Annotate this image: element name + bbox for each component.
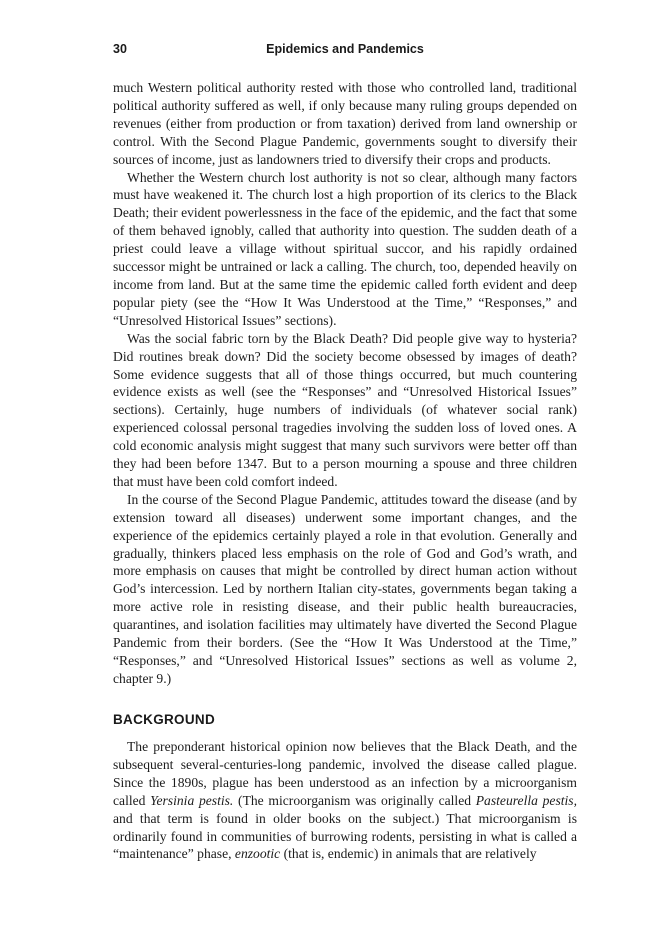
text-run: The preponderant historical opinion now believes that the Black Death, and the subsequent several-centuries-long pandemic, involved the disease called plague. Since the 1890s, plague has been understood as an infection by a microorganism called: [113, 739, 577, 808]
paragraph: much Western political authority rested with those who controlled land, traditional political authority suffered as well, if only because many ruling groups depended on revenues (either from production or from taxation) derived from land ownership or control. With the Second Plague Pandemic, governments sought to diversify their sources of income, just as landowners tried to diversify their crops and products.: [113, 80, 577, 167]
paragraph: [113, 738, 577, 863]
text-run: (The microorganism was originally called: [233, 792, 476, 808]
italic-term: enzootic: [234, 846, 281, 862]
text-run: (that is, endemic) in animals that are relatively: [280, 846, 537, 862]
running-title: Epidemics and Pandemics: [266, 42, 424, 56]
paragraph: Was the social fabric torn by the Black Death? Did people give way to hysteria? Did routines break down? Did the society become obsessed by images of death? Some evidence suggests that all of those things occurred, but much countering evidence exists as well (see the “Responses” and “Unresolved Historical Issues” sections). Certainly, huge numbers of individuals (of whatever social rank) experienced colossal personal tragedies involving the sudden loss of loved ones. A cold economic analysis might suggest that many such survivors were better off than they had been before 1347. But to a person mourning a spouse and three children that must have been cold comfort indeed.: [113, 330, 577, 489]
italic-term: Yersinia pestis.: [150, 792, 234, 808]
body-text: [113, 79, 577, 688]
running-head: [113, 42, 577, 60]
text-run: and that term is found in older books on the subject.) That microorganism is ordinarily found in communities of burrowing rodents, persisting in what is called a “maintenance” phase,: [113, 810, 577, 862]
paragraph: Whether the Western church lost authority is not so clear, although many factors must have weakened it. The church lost a high proportion of its clerics to the Black Death; their evident powerlessness in the face of the epidemic, and the fact that some of them behaved ignobly, called that authority into question. The sudden death of a priest could leave a village without spiritual succor, and his rapidly ordained successor might be untrained or lack a calling. The church, too, depended heavily on income from land. But at the same time the epidemic called forth evident and deep popular piety (see the “How It Was Understood at the Time,” “Responses,” and “Unresolved Historical Issues” sections).: [113, 169, 577, 328]
section-heading: BACKGROUND: [113, 712, 215, 727]
italic-term: Pasteurella pestis,: [475, 792, 577, 808]
page-number: 30: [113, 42, 127, 56]
paragraph: In the course of the Second Plague Pandemic, attitudes toward the disease (and by extension toward all diseases) underwent some important changes, and the experience of the epidemics certainly played a role in that evolution. Generally and gradually, thinkers placed less emphasis on the role of God and God’s wrath, and more emphasis on causes that might be controlled by direct human action without God’s intercession. Led by northern Italian city-states, governments began taking a more active role in resisting disease, and their public health bureaucracies, quarantines, and isolation facilities may ultimately have diverted the Second Plague Pandemic from their borders. (See the “How It Was Understood at the Time,” “Responses,” and “Unresolved Historical Issues” sections as well as volume 2, chapter 9.): [113, 491, 577, 686]
section-body: [113, 738, 577, 863]
